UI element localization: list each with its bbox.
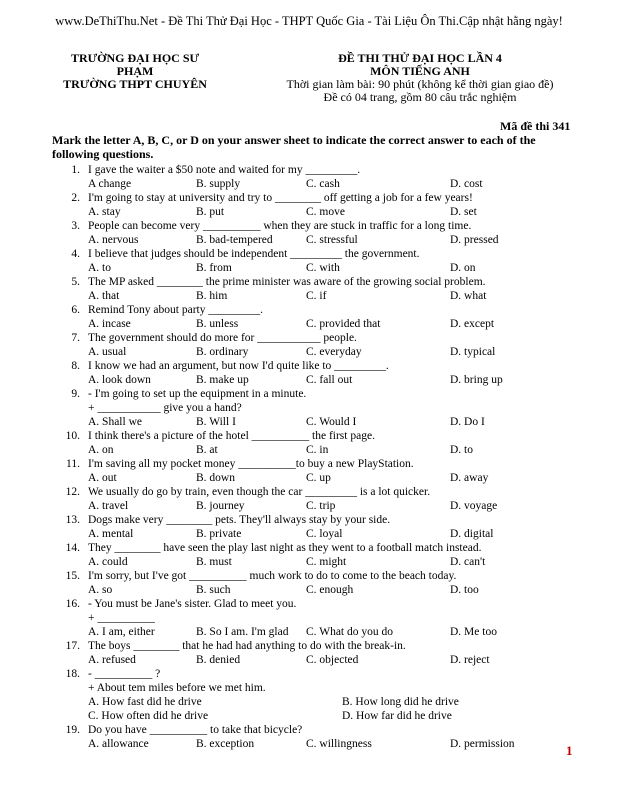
answer-options xyxy=(0,737,618,751)
question-item xyxy=(0,639,618,667)
answer-option-d: D. Me too xyxy=(450,626,497,638)
answer-option-d: D. reject xyxy=(450,654,490,666)
question-text: I'm sorry, but I've got __________ much work to do to come to the beach today. xyxy=(88,570,457,582)
question-stem-row xyxy=(0,219,618,233)
answer-option-d: D. can't xyxy=(450,556,486,568)
answer-option-b: B. supply xyxy=(196,178,241,190)
answer-option-a: A. refused xyxy=(88,654,136,666)
question-text: Remind Tony about party _________. xyxy=(88,304,263,316)
question-item xyxy=(0,303,618,331)
question-text: People can become very __________ when they are stuck in traffic for a long time. xyxy=(88,220,472,232)
answer-option-d: D. typical xyxy=(450,346,496,358)
question-item xyxy=(0,597,618,639)
exam-title: ĐỀ THI THỬ ĐẠI HỌC LẦN 4 xyxy=(338,51,502,65)
answer-option-b: B. make up xyxy=(196,374,249,386)
answer-option-c: C. provided that xyxy=(306,318,381,330)
answer-option-d: D. bring up xyxy=(450,374,503,386)
question-number: 7. xyxy=(71,332,80,344)
answer-option-c: C. if xyxy=(306,290,327,302)
answer-option-a: A. travel xyxy=(88,500,129,512)
question-stem-row xyxy=(0,303,618,317)
question-item xyxy=(0,485,618,513)
answer-option-a: A. incase xyxy=(88,318,131,330)
exam-header xyxy=(240,52,600,104)
question-item xyxy=(0,387,618,429)
exam-code: Mã đề thi 341 xyxy=(500,119,571,133)
answer-option-c: C. cash xyxy=(306,178,340,190)
answer-option-c: C. move xyxy=(306,206,345,218)
answer-option-d: D. set xyxy=(450,206,477,218)
answer-option-a: A. How fast did he drive xyxy=(88,696,202,708)
answer-options xyxy=(0,709,618,723)
question-text: The MP asked ________ the prime minister was aware of the growing social problem. xyxy=(88,276,486,288)
answer-option-a: A. I am, either xyxy=(88,626,155,638)
answer-option-a: A. allowance xyxy=(88,738,149,750)
question-stem-row xyxy=(0,485,618,499)
question-text: + ___________ give you a hand? xyxy=(88,402,242,414)
question-stem-continuation xyxy=(0,681,618,695)
question-number: 13. xyxy=(65,514,80,526)
question-item xyxy=(0,191,618,219)
exam-subject: MÔN TIẾNG ANH xyxy=(370,64,470,78)
answer-option-b: B. put xyxy=(196,206,225,218)
answer-option-c: C. fall out xyxy=(306,374,353,386)
answer-option-b: B. must xyxy=(196,556,232,568)
answer-options xyxy=(0,555,618,569)
question-stem-continuation xyxy=(0,611,618,625)
question-stem-row xyxy=(0,163,618,177)
exam-time-note: Thời gian làm bài: 90 phút (không kể thời gian giao đề) xyxy=(286,77,554,91)
answer-option-d: D. too xyxy=(450,584,479,596)
question-number: 4. xyxy=(71,248,80,260)
question-text: + __________ xyxy=(88,612,155,624)
answer-option-a: A change xyxy=(88,178,132,190)
question-text: I'm saving all my pocket money __________to buy a new PlayStation. xyxy=(88,458,414,470)
answer-options xyxy=(0,205,618,219)
answer-option-b: B. him xyxy=(196,290,228,302)
question-list xyxy=(0,163,618,751)
question-number: 5. xyxy=(71,276,80,288)
question-number: 15. xyxy=(65,570,80,582)
question-stem-row xyxy=(0,667,618,681)
answer-option-b: B. ordinary xyxy=(196,346,249,358)
answer-options xyxy=(0,695,618,709)
answer-option-d: D. voyage xyxy=(450,500,498,512)
answer-option-d: D. to xyxy=(450,444,473,456)
answer-options xyxy=(0,317,618,331)
answer-options xyxy=(0,345,618,359)
answer-option-c: C. enough xyxy=(306,584,354,596)
school-name-line: PHẠM xyxy=(116,64,154,78)
site-header: www.DeThiThu.Net - Đề Thi Thử Đại Học - THPT Quốc Gia - Tài Liệu Ôn Thi.Cập nhật hằng ngày! xyxy=(55,14,563,28)
question-item xyxy=(0,163,618,191)
question-text: Do you have __________ to take that bicycle? xyxy=(88,724,303,736)
answer-option-b: B. such xyxy=(196,584,231,596)
exam-page-note: Đề có 04 trang, gồm 80 câu trắc nghiệm xyxy=(323,90,517,104)
answer-option-a: A. could xyxy=(88,556,128,568)
question-text: + About tem miles before we met him. xyxy=(88,682,266,694)
answer-option-d: D. How far did he drive xyxy=(342,710,452,722)
answer-option-a: A. that xyxy=(88,290,120,302)
question-item xyxy=(0,219,618,247)
question-number: 19. xyxy=(65,724,80,736)
instruction: Mark the letter A, B, C, or D on your answer sheet to indicate the correct answer to each of the following questions. xyxy=(52,133,536,161)
question-number: 2. xyxy=(71,192,80,204)
question-item xyxy=(0,429,618,457)
answer-options xyxy=(0,471,618,485)
answer-option-b: B. denied xyxy=(196,654,241,666)
answer-option-b: B. unless xyxy=(196,318,239,330)
answer-options xyxy=(0,625,618,639)
question-stem-row xyxy=(0,597,618,611)
answer-option-a: A. usual xyxy=(88,346,127,358)
page-number: 1 xyxy=(566,743,573,758)
answer-option-c: C. everyday xyxy=(306,346,362,358)
question-text: I believe that judges should be independent _________ the government. xyxy=(88,248,420,260)
answer-option-a: A. mental xyxy=(88,528,134,540)
question-stem-continuation xyxy=(0,401,618,415)
answer-options xyxy=(0,653,618,667)
answer-option-b: B. How long did he drive xyxy=(342,696,459,708)
answer-option-a: A. look down xyxy=(88,374,151,386)
answer-option-d: D. away xyxy=(450,472,489,484)
question-stem-row xyxy=(0,387,618,401)
answer-options xyxy=(0,373,618,387)
question-item xyxy=(0,275,618,303)
question-number: 12. xyxy=(65,486,80,498)
question-text: - __________ ? xyxy=(88,668,161,680)
question-item xyxy=(0,247,618,275)
question-number: 9. xyxy=(71,388,80,400)
question-stem-row xyxy=(0,429,618,443)
answer-option-a: A. Shall we xyxy=(88,416,142,428)
answer-option-b: B. journey xyxy=(196,500,245,512)
answer-option-c: C. up xyxy=(306,472,331,484)
school-header xyxy=(30,52,240,91)
answer-option-c: C. Would I xyxy=(306,416,357,428)
question-stem-row xyxy=(0,639,618,653)
answer-option-b: B. So I am. I'm glad xyxy=(196,626,289,638)
answer-options xyxy=(0,443,618,457)
question-text: The government should do more for ___________ people. xyxy=(88,332,357,344)
question-number: 17. xyxy=(65,640,80,652)
question-stem-row xyxy=(0,191,618,205)
school-name-line: TRƯỜNG ĐẠI HỌC SƯ xyxy=(70,51,200,65)
school-name-line: TRƯỜNG THPT CHUYÊN xyxy=(63,77,207,91)
answer-option-b: B. down xyxy=(196,472,235,484)
question-stem-row xyxy=(0,723,618,737)
question-item xyxy=(0,569,618,597)
question-stem-row xyxy=(0,247,618,261)
answer-option-b: B. bad-tempered xyxy=(196,234,273,246)
answer-options xyxy=(0,499,618,513)
answer-option-b: B. from xyxy=(196,262,232,274)
question-number: 3. xyxy=(71,220,80,232)
answer-option-d: D. pressed xyxy=(450,234,499,246)
answer-option-d: D. on xyxy=(450,262,476,274)
answer-options xyxy=(0,233,618,247)
question-stem-row xyxy=(0,457,618,471)
question-text: I gave the waiter a $50 note and waited for my _________. xyxy=(88,164,361,176)
answer-option-a: A. so xyxy=(88,584,113,596)
question-text: The boys ________ that he had had anything to do with the break-in. xyxy=(88,640,406,652)
answer-option-c: C. in xyxy=(306,444,329,456)
answer-option-b: B. exception xyxy=(196,738,255,750)
question-text: I think there's a picture of the hotel __________ the first page. xyxy=(88,430,375,442)
answer-option-c: C. trip xyxy=(306,500,336,512)
answer-option-c: C. loyal xyxy=(306,528,343,540)
answer-option-c: C. with xyxy=(306,262,340,274)
question-stem-row xyxy=(0,359,618,373)
answer-option-b: B. private xyxy=(196,528,242,540)
answer-option-d: D. cost xyxy=(450,178,483,190)
answer-option-c: C. stressful xyxy=(306,234,358,246)
question-number: 6. xyxy=(71,304,80,316)
answer-options xyxy=(0,415,618,429)
answer-option-d: D. what xyxy=(450,290,487,302)
question-number: 10. xyxy=(65,430,80,442)
answer-option-a: A. out xyxy=(88,472,117,484)
question-number: 14. xyxy=(65,542,80,554)
answer-option-a: A. on xyxy=(88,444,114,456)
question-item xyxy=(0,331,618,359)
answer-options xyxy=(0,177,618,191)
answer-option-b: B. Will I xyxy=(196,416,236,428)
question-item xyxy=(0,359,618,387)
answer-options xyxy=(0,583,618,597)
answer-option-d: D. digital xyxy=(450,528,494,540)
question-item xyxy=(0,513,618,541)
question-item xyxy=(0,457,618,485)
question-text: - You must be Jane's sister. Glad to meet you. xyxy=(88,598,297,610)
answer-option-c: C. objected xyxy=(306,654,359,666)
question-stem-row xyxy=(0,331,618,345)
answer-option-d: D. permission xyxy=(450,738,515,750)
question-stem-row xyxy=(0,513,618,527)
answer-option-c: C. might xyxy=(306,556,347,568)
question-text: They ________ have seen the play last night as they went to a football match instead. xyxy=(88,542,482,554)
question-number: 16. xyxy=(65,598,80,610)
answer-option-c: C. What do you do xyxy=(306,626,393,638)
question-text: We usually do go by train, even though the car _________ is a lot quicker. xyxy=(88,486,431,498)
answer-options xyxy=(0,289,618,303)
answer-option-a: A. to xyxy=(88,262,111,274)
question-item xyxy=(0,667,618,723)
answer-options xyxy=(0,261,618,275)
question-stem-row xyxy=(0,569,618,583)
question-item xyxy=(0,723,618,751)
question-number: 8. xyxy=(71,360,80,372)
question-number: 18. xyxy=(65,668,80,680)
answer-options xyxy=(0,527,618,541)
question-text: I know we had an argument, but now I'd quite like to _________. xyxy=(88,360,389,372)
question-text: I'm going to stay at university and try to ________ off getting a job for a few years! xyxy=(88,192,473,204)
answer-option-d: D. Do I xyxy=(450,416,485,428)
question-item xyxy=(0,541,618,569)
question-text: Dogs make very ________ pets. They'll always stay by your side. xyxy=(88,514,391,526)
answer-option-b: B. at xyxy=(196,444,218,456)
answer-option-c: C. How often did he drive xyxy=(88,710,209,722)
answer-option-c: C. willingness xyxy=(306,738,372,750)
answer-option-a: A. stay xyxy=(88,206,121,218)
question-text: - I'm going to set up the equipment in a minute. xyxy=(88,388,307,400)
question-stem-row xyxy=(0,541,618,555)
answer-option-d: D. except xyxy=(450,318,495,330)
question-number: 11. xyxy=(66,458,80,470)
question-stem-row xyxy=(0,275,618,289)
question-number: 1. xyxy=(71,164,80,176)
answer-option-a: A. nervous xyxy=(88,234,139,246)
